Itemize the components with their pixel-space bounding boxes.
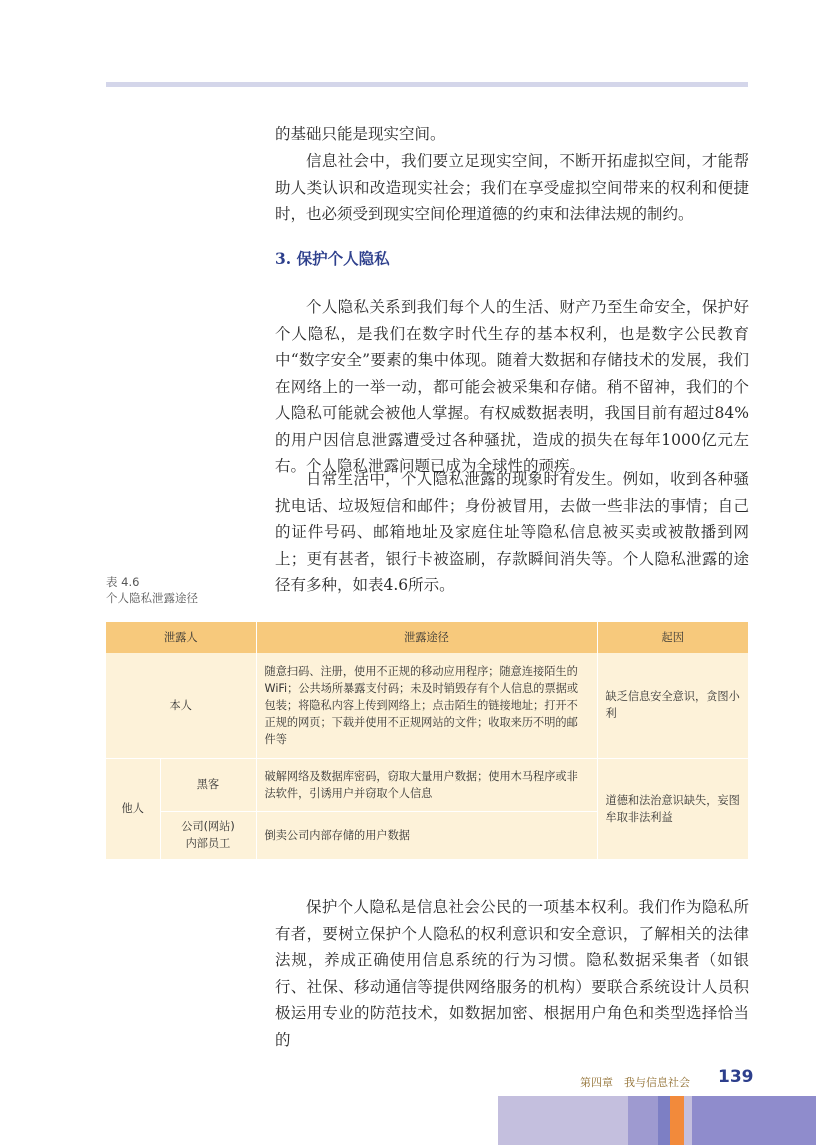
table-title: 个人隐私泄露途径 <box>106 591 198 605</box>
stripe <box>692 1096 816 1145</box>
paragraph-5: 保护个人隐私是信息社会公民的一项基本权利。我们作为隐私所有者，要树立保护个人隐私的权利意识和安全意识，了解相关的法律法规，养成正确使用信息系统的行为习惯。隐私数据采集者（如银行、社保、移动通信等提供网络服务的机构）要联合系统设计人员积极运用专业的防范技术，如数据加密、根据用户角色和类型选择恰当的 <box>275 898 749 1049</box>
path-self: 随意扫码、注册，使用不正规的移动应用程序；随意连接陌生的WiFi；公共场所暴露支付码；未及时销毁存有个人信息的票据或包装；将隐私内容上传到网络上；点击陌生的链接地址；打开不正规的网页；下载并使用不正规网站的文件；收取来历不明的邮件等 <box>256 653 597 758</box>
leaker-staff-line2: 内部员工 <box>185 837 231 851</box>
table-caption <box>106 574 198 606</box>
leaker-staff <box>160 811 256 859</box>
leaker-hacker: 黑客 <box>160 758 256 811</box>
table-number: 表 4.6 <box>106 575 140 589</box>
header-leaker: 泄露人 <box>106 622 256 653</box>
decorative-stripes <box>498 1096 816 1145</box>
footer-chapter: 第四章 我与信息社会 <box>580 1076 690 1089</box>
privacy-leak-table <box>106 622 748 859</box>
stripe <box>658 1096 670 1145</box>
leaker-others-group: 他人 <box>106 758 160 859</box>
cause-others: 道德和法治意识缺失，妄图牟取非法利益 <box>597 758 748 859</box>
stripe <box>670 1096 684 1145</box>
path-hacker: 破解网络及数据库密码，窃取大量用户数据；使用木马程序或非法软件，引诱用户并窃取个人信息 <box>256 758 597 811</box>
table-row <box>106 758 748 811</box>
stripe <box>628 1096 658 1145</box>
paragraph-3: 个人隐私关系到我们每个人的生活、财产乃至生命安全，保护好个人隐私，是我们在数字时代生存的基本权利，也是数字公民教育中“数字安全”要素的集中体现。随着大数据和存储技术的发展，我们在网络上的一举一动，都可能会被采集和存储。稍不留神，我们的个人隐私可能就会被他人掌握。有权威数据表明，我国目前有超过84%的用户因信息泄露遭受过各种骚扰，造成的损失在每年1000亿元左右。个人隐私泄露问题已成为全球性的顽疾。 <box>275 298 749 475</box>
cause-self: 缺乏信息安全意识，贪图小利 <box>597 653 748 758</box>
paragraph-2: 信息社会中，我们要立足现实空间，不断开拓虚拟空间，才能帮助人类认识和改造现实社会；我们在享受虚拟空间带来的权利和便捷时，也必须受到现实空间伦理道德的约束和法律法规的制约。 <box>275 152 749 223</box>
top-divider <box>106 82 748 87</box>
stripe <box>684 1096 692 1145</box>
table-row <box>106 653 748 758</box>
paragraph-1: 的基础只能是现实空间。 <box>275 125 446 143</box>
page-number: 139 <box>718 1067 754 1087</box>
table-header-row <box>106 622 748 653</box>
leaker-self: 本人 <box>106 653 256 758</box>
header-path: 泄露途径 <box>256 622 597 653</box>
leaker-staff-line1: 公司(网站) <box>181 820 235 834</box>
path-staff: 倒卖公司内部存储的用户数据 <box>256 811 597 859</box>
paragraph-4: 日常生活中，个人隐私泄露的现象时有发生。例如，收到各种骚扰电话、垃圾短信和邮件；身份被冒用，去做一些非法的事情；自己的证件号码、邮箱地址及家庭住址等隐私信息被买卖或被散播到网上；更有甚者，银行卡被盗刷，存款瞬间消失等。个人隐私泄露的途径有多种，如表4.6所示。 <box>275 470 749 594</box>
stripe <box>498 1096 628 1145</box>
header-cause: 起因 <box>597 622 748 653</box>
section-title: 3. 保护个人隐私 <box>275 249 390 268</box>
